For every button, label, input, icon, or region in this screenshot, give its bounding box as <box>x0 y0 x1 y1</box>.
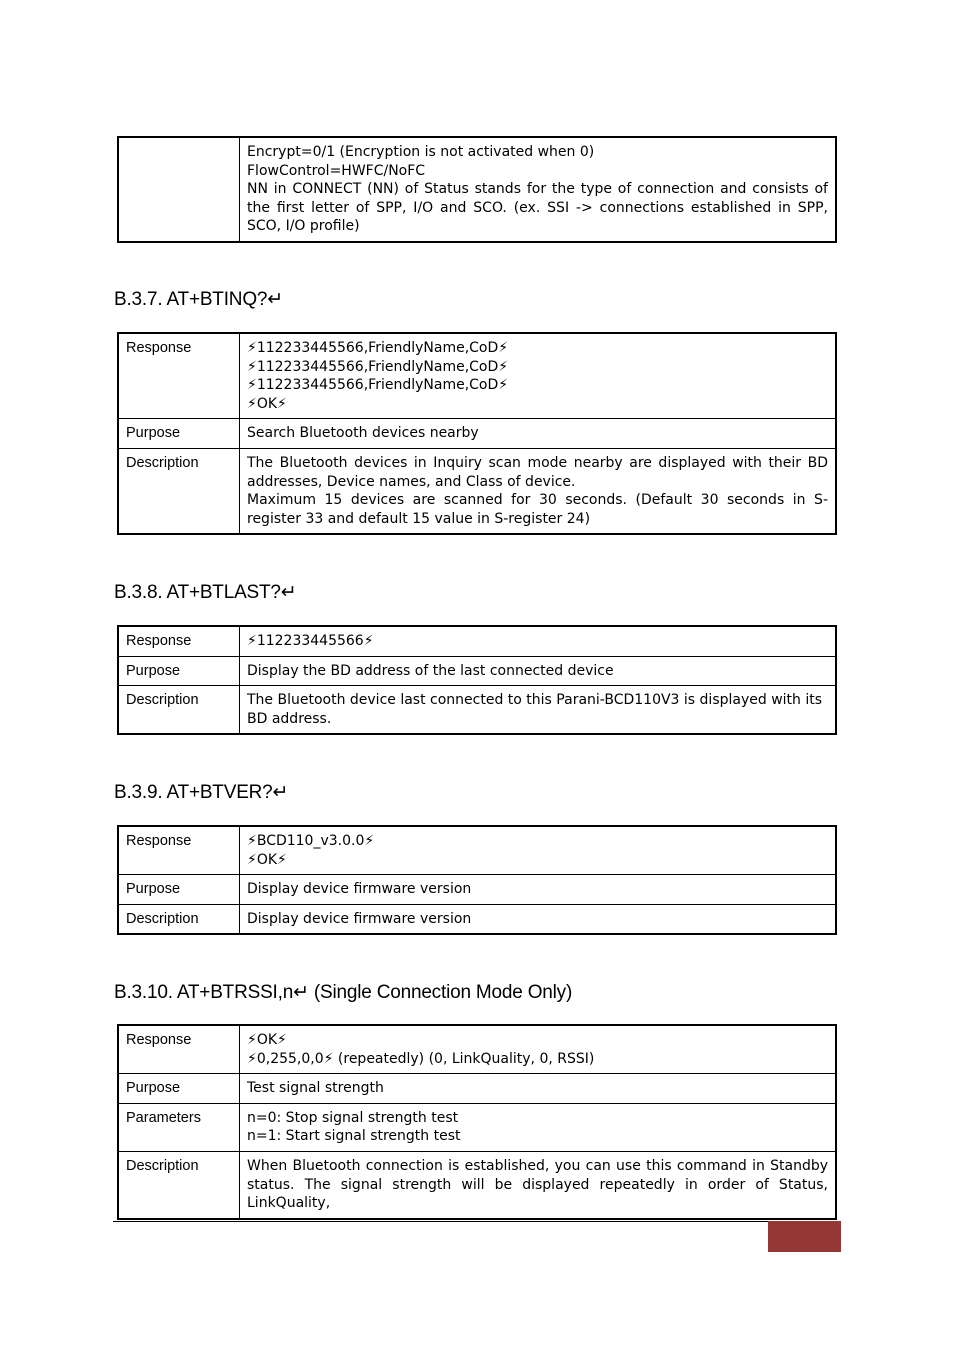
btver-spec-table <box>117 825 837 935</box>
row-content <box>240 686 837 735</box>
btver-table-block <box>117 825 837 935</box>
table-row <box>118 686 836 735</box>
btinq-spec-table <box>117 332 837 535</box>
btrssi-table-block <box>117 1024 837 1220</box>
row-label: Response <box>118 333 240 419</box>
content-line: Display device firmware version <box>247 881 472 898</box>
content-line: Search Bluetooth devices nearby <box>247 425 479 442</box>
content-line: ⚡0,255,0,0⚡ (repeatedly) (0, LinkQuality, 0, RSSI) <box>247 1050 595 1067</box>
row-content <box>240 1103 837 1151</box>
table-row <box>118 1103 836 1151</box>
content-line: ⚡OK⚡ <box>247 395 287 412</box>
continued-table-block <box>117 136 837 243</box>
row-label: Purpose <box>118 875 240 905</box>
content-line: The Bluetooth device last connected to this Parani-BCD110V3 is displayed with its BD address. <box>247 692 823 727</box>
table-row <box>118 1074 836 1104</box>
section-heading-btlast: B.3.8. AT+BTLAST?↵ <box>114 582 297 603</box>
section-heading-btver: B.3.9. AT+BTVER?↵ <box>114 782 289 803</box>
content-line: ⚡112233445566,FriendlyName,CoD⚡ <box>247 340 509 356</box>
footer-divider <box>113 1221 841 1222</box>
row-content <box>240 904 837 934</box>
row-label: Parameters <box>118 1103 240 1151</box>
table-row <box>118 448 836 534</box>
row-label: Description <box>118 1151 240 1218</box>
table-row <box>118 137 836 242</box>
row-content <box>240 448 837 534</box>
row-label: Purpose <box>118 419 240 449</box>
table-row <box>118 1151 836 1218</box>
btlast-table-block <box>117 625 837 735</box>
table-row <box>118 333 836 419</box>
content-line: n=1: Start signal strength test <box>247 1128 461 1145</box>
content-line: n=0: Stop signal strength test <box>247 1109 459 1126</box>
table-row <box>118 626 836 656</box>
page-number-tab <box>768 1221 841 1252</box>
row-content <box>240 826 837 875</box>
table-row <box>118 1025 836 1074</box>
content-line: Display the BD address of the last connected device <box>247 662 614 679</box>
btinq-table-block <box>117 332 837 535</box>
row-label: Purpose <box>118 1074 240 1104</box>
row-label: Description <box>118 904 240 934</box>
row-content <box>240 875 837 905</box>
continued-spec-table <box>117 136 837 243</box>
content-line: ⚡112233445566⚡ <box>247 633 374 649</box>
row-content <box>240 333 837 419</box>
row-content <box>240 1151 837 1218</box>
table-row <box>118 904 836 934</box>
row-content <box>240 656 837 686</box>
content-line: ⚡BCD110_v3.0.0⚡ <box>247 833 375 849</box>
row-content <box>240 1074 837 1104</box>
content-line: FlowControl=HWFC/NoFC <box>247 162 426 179</box>
row-content <box>240 1025 837 1074</box>
content-line: NN in CONNECT (NN) of Status stands for the type of connection and consists of the first letter of SPP, I/O and SCO. (ex. SSI -> connections established in SPP, SCO, I/O profile) <box>247 181 828 235</box>
content-line: Display device firmware version <box>247 910 472 927</box>
row-content <box>240 626 837 656</box>
section-heading-btrssi: B.3.10. AT+BTRSSI,n↵ (Single Connection Mode Only) <box>114 982 573 1003</box>
section-heading-btinq: B.3.7. AT+BTINQ?↵ <box>114 289 283 310</box>
row-label: Description <box>118 686 240 735</box>
row-label <box>118 137 240 242</box>
content-line: When Bluetooth connection is established, you can use this command in Standby status. The signal strength will be displayed repeatedly in order of Status, LinkQuality, <box>247 1157 828 1212</box>
content-line: The Bluetooth devices in Inquiry scan mode nearby are displayed with their BD addresses, Device names, and Class of device. <box>247 454 828 490</box>
btlast-spec-table <box>117 625 837 735</box>
content-line: Test signal strength <box>247 1080 384 1097</box>
table-row <box>118 656 836 686</box>
content-line: ⚡OK⚡ <box>247 851 287 868</box>
row-label: Description <box>118 448 240 534</box>
row-label: Response <box>118 1025 240 1074</box>
content-line: ⚡OK⚡ <box>247 1032 287 1048</box>
content-line: Encrypt=0/1 (Encryption is not activated when 0) <box>247 144 595 160</box>
content-line: ⚡112233445566,FriendlyName,CoD⚡ <box>247 358 509 375</box>
btrssi-spec-table <box>117 1024 837 1220</box>
row-label: Response <box>118 626 240 656</box>
row-content <box>240 419 837 449</box>
content-line: Maximum 15 devices are scanned for 30 seconds. (Default 30 seconds in S-register 33 and default 15 value in S-register 24) <box>247 492 828 527</box>
table-row <box>118 875 836 905</box>
table-row <box>118 826 836 875</box>
row-content <box>240 137 837 242</box>
row-label: Purpose <box>118 656 240 686</box>
content-line: ⚡112233445566,FriendlyName,CoD⚡ <box>247 377 509 394</box>
table-row <box>118 419 836 449</box>
row-label: Response <box>118 826 240 875</box>
